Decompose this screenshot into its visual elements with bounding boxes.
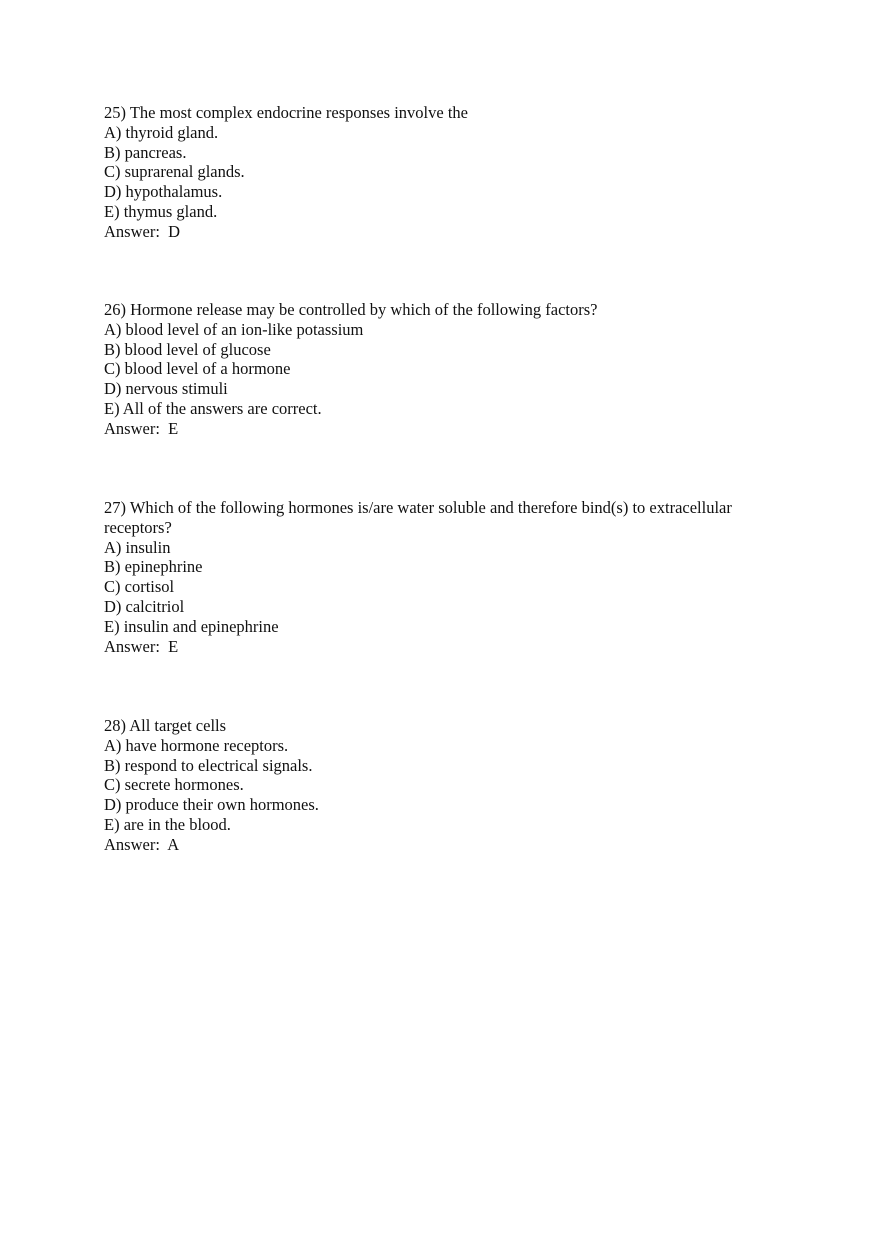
option-c: C) blood level of a hormone xyxy=(104,359,291,379)
option-b: B) epinephrine xyxy=(104,557,203,577)
option-b: B) respond to electrical signals. xyxy=(104,755,313,775)
question-28 xyxy=(104,716,784,855)
option-b: B) blood level of glucose xyxy=(104,339,271,359)
option-d: D) produce their own hormones. xyxy=(104,795,319,815)
question-25 xyxy=(104,103,784,242)
option-a: A) thyroid gland. xyxy=(104,122,219,142)
option-a: A) blood level of an ion-like potassium xyxy=(104,319,364,339)
option-d: D) nervous stimuli xyxy=(104,379,228,399)
question-stem: 28) All target cells xyxy=(104,716,227,735)
answer: Answer: E xyxy=(104,636,179,656)
question-27 xyxy=(104,498,784,656)
answer: Answer: E xyxy=(104,418,179,438)
option-c: C) cortisol xyxy=(104,577,175,597)
option-a: A) have hormone receptors. xyxy=(104,735,289,755)
option-e: E) are in the blood. xyxy=(104,814,231,834)
option-c: C) secrete hormones. xyxy=(104,775,244,795)
question-stem: 27) Which of the following hormones is/are water soluble and therefore bind(s) to extracellular receptors? xyxy=(104,498,736,537)
option-e: E) thymus gland. xyxy=(104,201,218,221)
option-d: D) hypothalamus. xyxy=(104,182,223,202)
option-a: A) insulin xyxy=(104,537,171,557)
answer: Answer: D xyxy=(104,221,181,241)
option-e: E) insulin and epinephrine xyxy=(104,616,279,636)
option-d: D) calcitriol xyxy=(104,596,185,616)
question-stem: 26) Hormone release may be controlled by which of the following factors? xyxy=(104,300,598,319)
question-stem: 25) The most complex endocrine responses involve the xyxy=(104,103,468,122)
answer: Answer: A xyxy=(104,834,180,854)
option-b: B) pancreas. xyxy=(104,142,187,162)
option-c: C) suprarenal glands. xyxy=(104,162,245,182)
option-e: E) All of the answers are correct. xyxy=(104,398,322,418)
question-26 xyxy=(104,300,784,439)
